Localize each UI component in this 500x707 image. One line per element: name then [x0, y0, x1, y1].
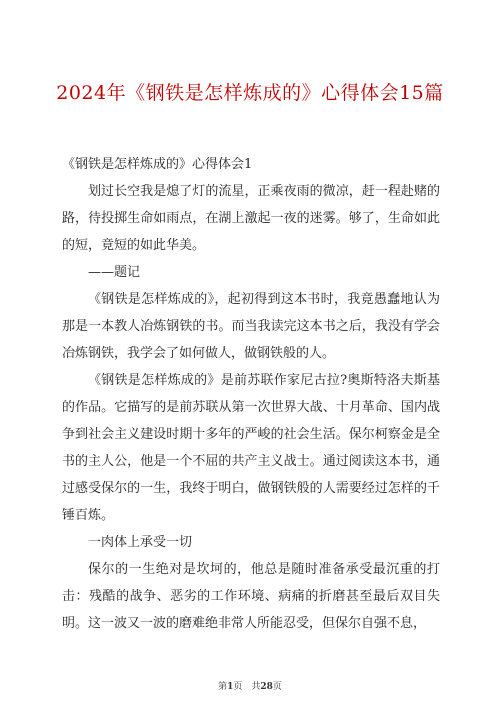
- total-page-count: 28: [260, 682, 273, 692]
- footer-suffix: 页: [272, 682, 282, 692]
- body-paragraph: 划过长空我是熄了灯的流星，正乘夜雨的微凉，赶一程赴赌的路，待投掷生命如雨点，在湖上激起一夜的迷雾。够了，生命如此的短，竟短的如此华美。: [62, 184, 440, 253]
- document-body: [62, 151, 440, 637]
- current-page-number: 1: [227, 682, 234, 692]
- body-paragraph: 《钢铁是怎样炼成的》，起初得到这本书时，我竟愚蠢地认为那是一本教人冶炼钢铁的书。而当我读完这本书之后，我没有学会冶炼钢铁，我学会了如何做人，做钢铁般的人。: [62, 292, 440, 361]
- footer-prefix: 第: [218, 682, 228, 692]
- subsection-heading: 一肉体上承受一切: [88, 535, 193, 550]
- body-paragraph: 《钢铁是怎样炼成的》是前苏联作家尼古拉?奥斯特洛夫斯基的作品。它描写的是前苏联从第一次世界大战、十月革命、国内战争到社会主义建设时期十多年的严峻的社会生活。保尔柯察金是全书的主人公，他是一个不屈的共产主义战士。通过阅读这本书，通过感受保尔的一生，我终于明白，做钢铁般的人需要经过怎样的千锤百炼。: [62, 373, 440, 523]
- page-footer: [0, 681, 500, 693]
- body-paragraph: 保尔的一生绝对是坎坷的，他总是随时准备承受最沉重的打击：残酷的战争、恶劣的工作环境、病痛的折磨甚至最后双目失明。这一波又一波的磨难绝非常人所能忍受，但保尔自强不息，: [62, 562, 440, 631]
- section-heading: 《钢铁是怎样炼成的》心得体会1: [62, 157, 253, 172]
- document-title: 2024年《钢铁是怎样炼成的》心得体会15篇: [56, 82, 444, 104]
- epigraph-attribution: ——题记: [88, 265, 141, 280]
- footer-middle: 页 共: [233, 682, 261, 692]
